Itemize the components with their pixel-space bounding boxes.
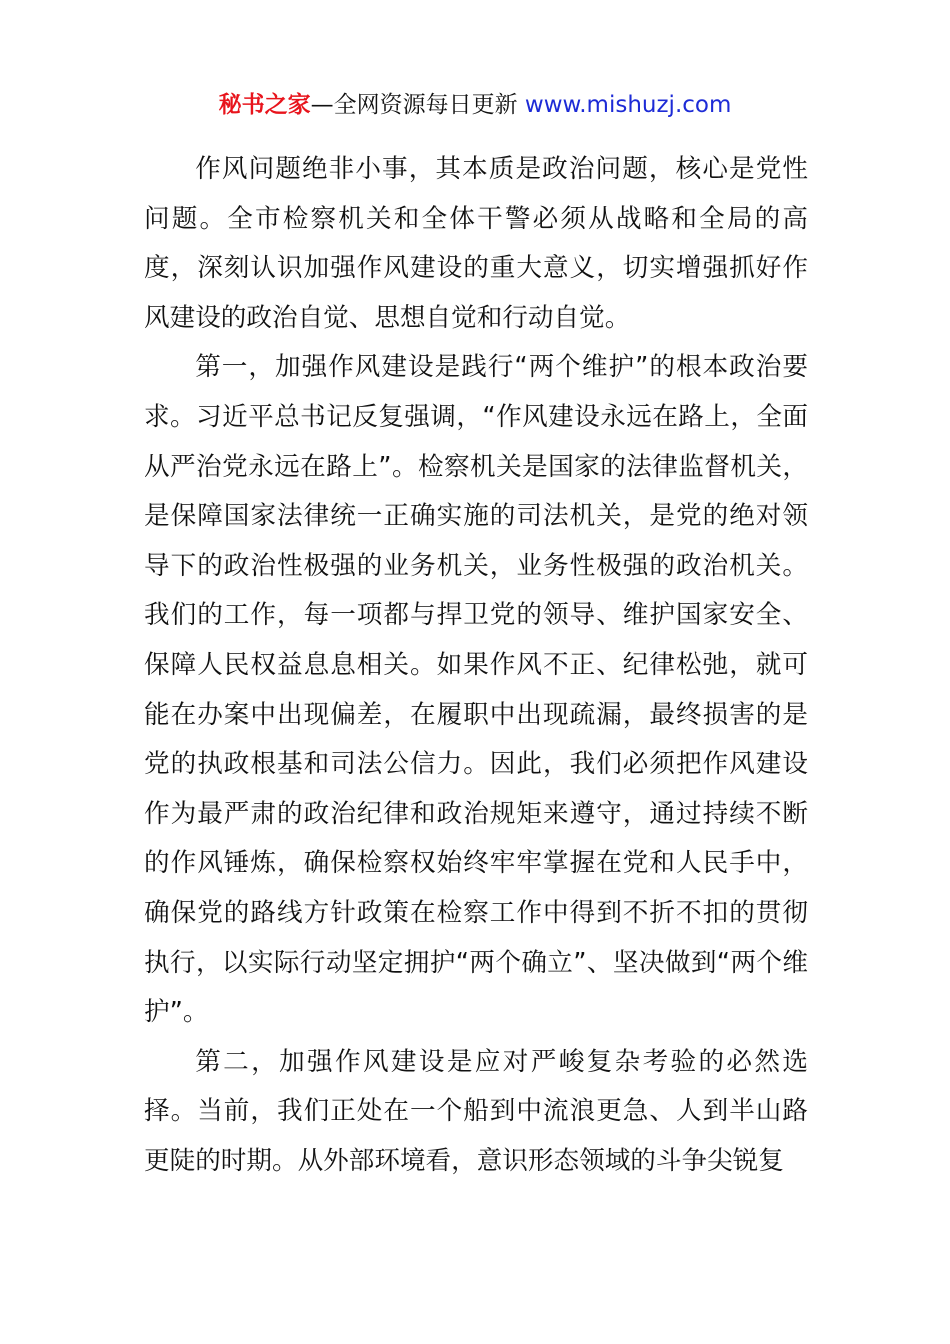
document-body <box>144 145 808 1186</box>
header-brand: 秘书之家 <box>218 92 311 118</box>
paragraph-second-point: 第二，加强作风建设是应对严峻复杂考验的必然选择。当前，我们正处在一个船到中流浪更急、人到半山路更陡的时期。从外部环境看，意识形态领域的斗争尖锐复 <box>144 1046 808 1176</box>
page-header <box>0 88 950 122</box>
header-url[interactable]: www.mishuzj.com <box>524 92 732 118</box>
paragraph-intro: 作风问题绝非小事，其本质是政治问题，核心是党性问题。全市检察机关和全体干警必须从战略和全局的高度，深刻认识加强作风建设的重大意义，切实增强抓好作风建设的政治自觉、思想自觉和行动自觉。 <box>144 154 808 333</box>
header-tagline: —全网资源每日更新 <box>310 92 525 118</box>
paragraph-first-point: 第一，加强作风建设是践行“两个维护”的根本政治要求。习近平总书记反复强调，“作风建设永远在路上，全面从严治党永远在路上”。检察机关是国家的法律监督机关，是保障国家法律统一正确实施的司法机关，是党的绝对领导下的政治性极强的业务机关，业务性极强的政治机关。我们的工作，每一项都与捍卫党的领导、维护国家安全、保障人民权益息息相关。如果作风不正、纪律松弛，就可能在办案中出现偏差，在履职中出现疏漏，最终损害的是党的执政根基和司法公信力。因此，我们必须把作风建设作为最严肃的政治纪律和政治规矩来遵守，通过持续不断的作风锤炼，确保检察权始终牢牢掌握在党和人民手中，确保党的路线方针政策在检察工作中得到不折不扣的贯彻执行，以实际行动坚定拥护“两个确立”、坚决做到“两个维护”。 <box>144 352 808 1028</box>
